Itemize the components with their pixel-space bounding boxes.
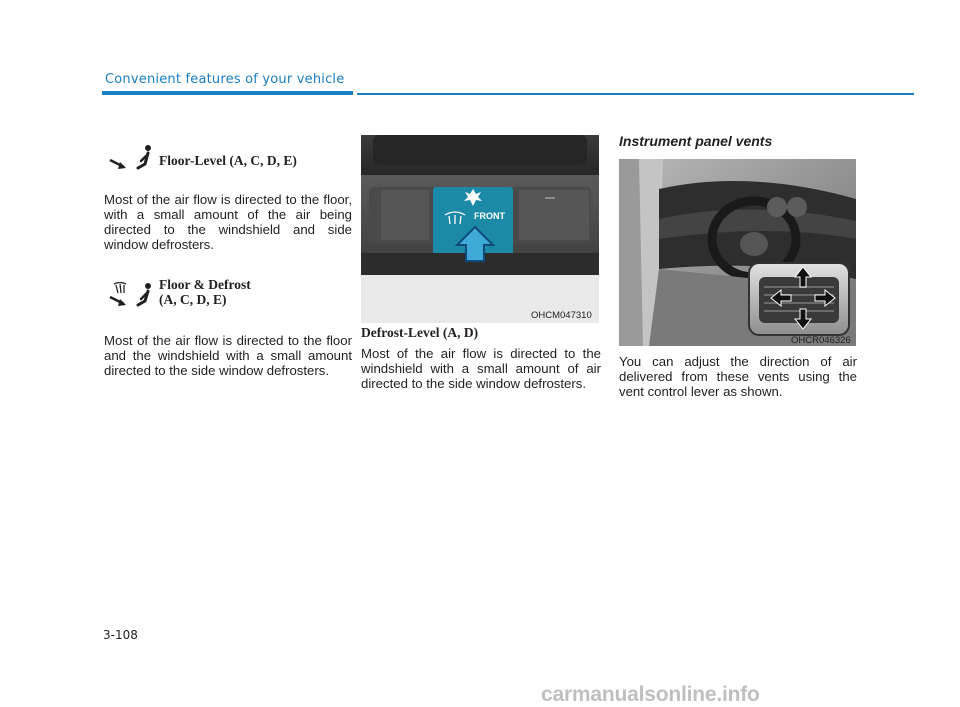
defrost-panel-illustration <box>361 135 599 323</box>
vents-text: You can adjust the direction of air delivered from these vents using the vent control lever as shown. <box>619 354 857 399</box>
section-title: Convenient features of your vehicle <box>105 72 345 87</box>
floor-defrost-airflow-icon <box>108 280 154 310</box>
vent-interior-illustration <box>619 159 856 346</box>
watermark: carmanualsonline.info <box>541 683 760 706</box>
header-rule-thin <box>357 93 914 95</box>
vent-figure <box>619 159 856 346</box>
floor-defrost-title-line2: (A, C, D, E) <box>159 292 227 307</box>
page-number: 3-108 <box>103 628 138 642</box>
figure-code-vents: OHCR046326 <box>791 335 851 346</box>
figure-code-defrost: OHCM047310 <box>531 310 592 321</box>
floor-level-title: Floor-Level (A, C, D, E) <box>159 153 297 168</box>
floor-level-text: Most of the air flow is directed to the floor, with a small amount of the air being directed to the windshield and side window defrosters. <box>104 192 352 252</box>
defrost-level-text: Most of the air flow is directed to the windshield with a small amount of air directed to the side window defrosters. <box>361 346 601 391</box>
front-button-label: FRONT <box>474 211 505 221</box>
defrost-button-figure <box>361 135 599 323</box>
floor-defrost-title-line1: Floor & Defrost <box>159 277 251 292</box>
header-rule-thick <box>102 91 353 95</box>
floor-defrost-text: Most of the air flow is directed to the floor and the windshield with a small amount directed to the side window defrosters. <box>104 333 352 378</box>
instrument-panel-vents-title: Instrument panel vents <box>619 133 773 149</box>
defrost-level-title: Defrost-Level (A, D) <box>361 325 479 340</box>
floor-airflow-icon <box>108 144 154 172</box>
